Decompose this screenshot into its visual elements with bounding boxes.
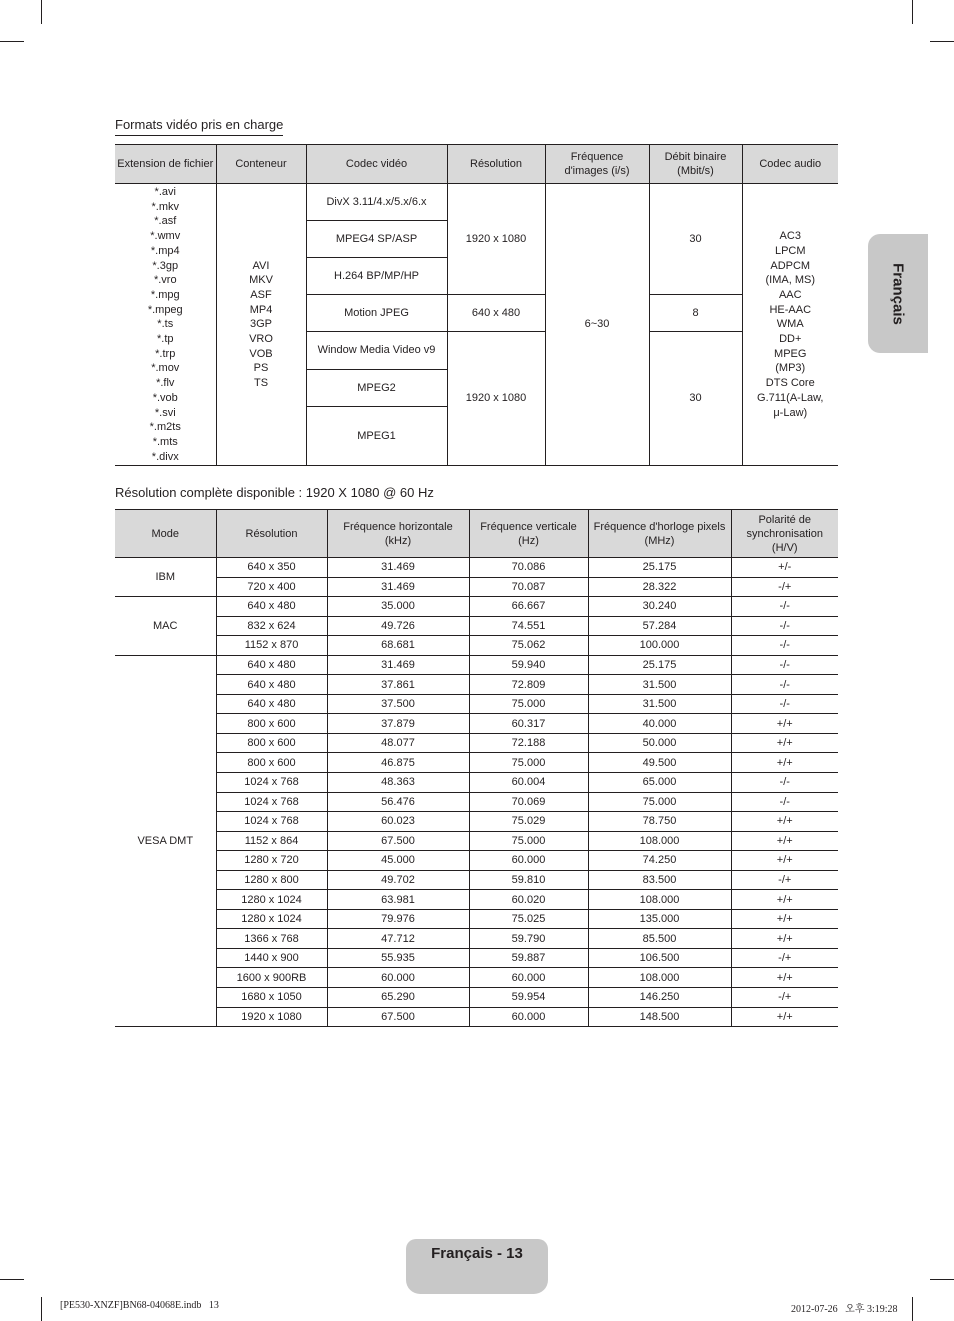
resolution-cell: 1024 x 768: [216, 792, 327, 812]
pixel-clock-cell: 31.500: [588, 694, 731, 714]
video-codec-cell: MPEG2: [306, 370, 447, 407]
table-header-row: [115, 145, 838, 184]
column-header: Résolution: [447, 145, 545, 184]
pixel-clock-cell: 74.250: [588, 851, 731, 871]
table-row: [115, 636, 838, 656]
horizontal-frequency-cell: 37.861: [327, 675, 469, 695]
crop-mark: [930, 41, 954, 42]
pixel-clock-cell: 135.000: [588, 909, 731, 929]
file-extensions-cell: *.avi *.mkv *.asf *.wmv *.mp4 *.3gp *.vro *.mpg *.mpeg *.ts *.tp *.trp *.mov *.flv *.vob *.svi *.m2ts *.mts *.divx: [115, 184, 216, 466]
resolution-cell: 640 x 350: [216, 558, 327, 578]
vertical-frequency-cell: 75.000: [469, 753, 588, 773]
table-row: [115, 1007, 838, 1027]
print-footer-date: 2012-07-26 오후 3:19:28: [791, 1304, 898, 1315]
column-header: Extension de fichier: [115, 145, 216, 184]
horizontal-frequency-cell: 46.875: [327, 753, 469, 773]
pixel-clock-cell: 25.175: [588, 558, 731, 578]
sync-polarity-cell: -/-: [731, 597, 838, 617]
vertical-frequency-cell: 59.790: [469, 929, 588, 949]
containers-cell: AVI MKV ASF MP4 3GP VRO VOB PS TS: [216, 184, 306, 466]
resolution-cell: 640 x 480: [216, 675, 327, 695]
vertical-frequency-cell: 59.810: [469, 870, 588, 890]
pixel-clock-cell: 108.000: [588, 890, 731, 910]
vertical-frequency-cell: 70.087: [469, 577, 588, 597]
audio-codecs-cell: AC3 LPCM ADPCM (IMA, MS) AAC HE-AAC WMA DD+ MPEG (MP3) DTS Core G.711(A-Law, μ-Law): [742, 184, 838, 466]
sync-polarity-cell: +/+: [731, 753, 838, 773]
table-row: [115, 694, 838, 714]
horizontal-frequency-cell: 47.712: [327, 929, 469, 949]
vertical-frequency-cell: 75.062: [469, 636, 588, 656]
column-header: Polarité de synchronisation (H/V): [731, 510, 838, 558]
print-footer-file: [PE530-XNZF]BN68-04068E.indb 13: [60, 1300, 219, 1311]
language-side-tab: [868, 234, 928, 353]
vertical-frequency-cell: 70.069: [469, 792, 588, 812]
pixel-clock-cell: 25.175: [588, 655, 731, 675]
table-row: [115, 988, 838, 1008]
mode-cell: MAC: [115, 597, 216, 656]
pixel-clock-cell: 100.000: [588, 636, 731, 656]
mode-cell: VESA DMT: [115, 655, 216, 1026]
table-row: [115, 616, 838, 636]
vertical-frequency-cell: 72.188: [469, 733, 588, 753]
horizontal-frequency-cell: 37.500: [327, 694, 469, 714]
sync-polarity-cell: +/+: [731, 890, 838, 910]
resolution-cell: 1440 x 900: [216, 948, 327, 968]
resolution-cell: 720 x 400: [216, 577, 327, 597]
sync-polarity-cell: +/+: [731, 714, 838, 734]
table-row: [115, 968, 838, 988]
table-row: [115, 655, 838, 675]
sync-polarity-cell: -/+: [731, 948, 838, 968]
video-codec-cell: MPEG4 SP/ASP: [306, 221, 447, 258]
column-header: Codec vidéo: [306, 145, 447, 184]
pixel-clock-cell: 148.500: [588, 1007, 731, 1027]
table-row: [115, 948, 838, 968]
vertical-frequency-cell: 60.000: [469, 968, 588, 988]
bitrate-cell: 8: [649, 295, 742, 332]
sync-polarity-cell: -/+: [731, 988, 838, 1008]
column-header: Fréquence horizontale (kHz): [327, 510, 469, 558]
table-row: [115, 184, 838, 221]
resolution-cell: 640 x 480: [447, 295, 545, 332]
column-header: Résolution: [216, 510, 327, 558]
resolution-cell: 1920 x 1080: [447, 184, 545, 295]
resolution-cell: 640 x 480: [216, 694, 327, 714]
vertical-frequency-cell: 75.000: [469, 831, 588, 851]
table-row: [115, 890, 838, 910]
horizontal-frequency-cell: 31.469: [327, 558, 469, 578]
resolution-cell: 832 x 624: [216, 616, 327, 636]
sync-polarity-cell: +/+: [731, 1007, 838, 1027]
crop-mark: [912, 1297, 913, 1321]
vertical-frequency-cell: 72.809: [469, 675, 588, 695]
sync-polarity-cell: +/+: [731, 733, 838, 753]
sync-polarity-cell: -/+: [731, 577, 838, 597]
horizontal-frequency-cell: 49.726: [327, 616, 469, 636]
horizontal-frequency-cell: 31.469: [327, 655, 469, 675]
video-codec-cell: H.264 BP/MP/HP: [306, 258, 447, 295]
sync-polarity-cell: +/+: [731, 929, 838, 949]
table-row: [115, 733, 838, 753]
horizontal-frequency-cell: 37.879: [327, 714, 469, 734]
pixel-clock-cell: 146.250: [588, 988, 731, 1008]
resolution-cell: 1366 x 768: [216, 929, 327, 949]
resolution-cell: 1680 x 1050: [216, 988, 327, 1008]
horizontal-frequency-cell: 55.935: [327, 948, 469, 968]
video-formats-table: [115, 144, 838, 466]
vertical-frequency-cell: 74.551: [469, 616, 588, 636]
resolution-cell: 800 x 600: [216, 714, 327, 734]
horizontal-frequency-cell: 67.500: [327, 1007, 469, 1027]
resolutions-table: [115, 509, 838, 1027]
pixel-clock-cell: 30.240: [588, 597, 731, 617]
table-row: [115, 851, 838, 871]
table-row: [115, 558, 838, 578]
horizontal-frequency-cell: 65.290: [327, 988, 469, 1008]
pixel-clock-cell: 28.322: [588, 577, 731, 597]
crop-mark: [41, 1297, 42, 1321]
table-header-row: [115, 510, 838, 558]
page-number-label: Français - 13: [431, 1245, 523, 1262]
pixel-clock-cell: 106.500: [588, 948, 731, 968]
language-side-tab-label: Français: [889, 262, 907, 325]
sync-polarity-cell: +/+: [731, 812, 838, 832]
table-row: [115, 831, 838, 851]
video-codec-cell: Window Media Video v9: [306, 332, 447, 370]
crop-mark: [0, 1279, 24, 1280]
vertical-frequency-cell: 75.000: [469, 694, 588, 714]
pixel-clock-cell: 75.000: [588, 792, 731, 812]
horizontal-frequency-cell: 60.023: [327, 812, 469, 832]
sync-polarity-cell: -/-: [731, 636, 838, 656]
column-header: Débit binaire (Mbit/s): [649, 145, 742, 184]
pixel-clock-cell: 78.750: [588, 812, 731, 832]
pixel-clock-cell: 83.500: [588, 870, 731, 890]
horizontal-frequency-cell: 45.000: [327, 851, 469, 871]
crop-mark: [912, 0, 913, 24]
pixel-clock-cell: 31.500: [588, 675, 731, 695]
pixel-clock-cell: 40.000: [588, 714, 731, 734]
vertical-frequency-cell: 59.940: [469, 655, 588, 675]
horizontal-frequency-cell: 56.476: [327, 792, 469, 812]
video-codec-cell: MPEG1: [306, 407, 447, 466]
table-row: [115, 577, 838, 597]
resolution-cell: 1280 x 720: [216, 851, 327, 871]
vertical-frequency-cell: 60.000: [469, 1007, 588, 1027]
pixel-clock-cell: 108.000: [588, 968, 731, 988]
resolution-cell: 1152 x 864: [216, 831, 327, 851]
resolution-cell: 800 x 600: [216, 733, 327, 753]
pixel-clock-cell: 49.500: [588, 753, 731, 773]
resolutions-title: Résolution complète disponible : 1920 X 1080 @ 60 Hz: [115, 485, 434, 500]
table-row: [115, 929, 838, 949]
resolution-cell: 1920 x 1080: [216, 1007, 327, 1027]
resolutions-table-body: [115, 558, 838, 1027]
sync-polarity-cell: +/-: [731, 558, 838, 578]
table-row: [115, 753, 838, 773]
crop-mark: [0, 41, 24, 42]
resolution-cell: 1280 x 1024: [216, 909, 327, 929]
table-row: [115, 773, 838, 793]
vertical-frequency-cell: 60.317: [469, 714, 588, 734]
horizontal-frequency-cell: 63.981: [327, 890, 469, 910]
sync-polarity-cell: +/+: [731, 851, 838, 871]
sync-polarity-cell: -/-: [731, 675, 838, 695]
sync-polarity-cell: -/-: [731, 773, 838, 793]
pixel-clock-cell: 65.000: [588, 773, 731, 793]
video-codec-cell: Motion JPEG: [306, 295, 447, 332]
resolution-cell: 1280 x 1024: [216, 890, 327, 910]
column-header: Codec audio: [742, 145, 838, 184]
pixel-clock-cell: 57.284: [588, 616, 731, 636]
vertical-frequency-cell: 60.020: [469, 890, 588, 910]
horizontal-frequency-cell: 68.681: [327, 636, 469, 656]
sync-polarity-cell: -/+: [731, 870, 838, 890]
mode-cell: IBM: [115, 558, 216, 597]
sync-polarity-cell: -/-: [731, 694, 838, 714]
resolution-cell: 800 x 600: [216, 753, 327, 773]
column-header: Fréquence d'images (i/s): [545, 145, 649, 184]
pixel-clock-cell: 85.500: [588, 929, 731, 949]
horizontal-frequency-cell: 49.702: [327, 870, 469, 890]
vertical-frequency-cell: 60.000: [469, 851, 588, 871]
column-header: Conteneur: [216, 145, 306, 184]
horizontal-frequency-cell: 48.363: [327, 773, 469, 793]
pixel-clock-cell: 50.000: [588, 733, 731, 753]
table-row: [115, 870, 838, 890]
video-codec-cell: DivX 3.11/4.x/5.x/6.x: [306, 184, 447, 221]
table-row: [115, 714, 838, 734]
resolution-cell: 1600 x 900RB: [216, 968, 327, 988]
vertical-frequency-cell: 75.029: [469, 812, 588, 832]
video-formats-title: Formats vidéo pris en charge: [115, 117, 283, 136]
frame-rate-cell: 6~30: [545, 184, 649, 466]
horizontal-frequency-cell: 79.976: [327, 909, 469, 929]
sync-polarity-cell: +/+: [731, 968, 838, 988]
sync-polarity-cell: -/-: [731, 792, 838, 812]
horizontal-frequency-cell: 60.000: [327, 968, 469, 988]
horizontal-frequency-cell: 67.500: [327, 831, 469, 851]
crop-mark: [930, 1279, 954, 1280]
table-row: [115, 675, 838, 695]
bitrate-cell: 30: [649, 332, 742, 466]
vertical-frequency-cell: 59.954: [469, 988, 588, 1008]
bitrate-cell: 30: [649, 184, 742, 295]
horizontal-frequency-cell: 31.469: [327, 577, 469, 597]
resolution-cell: 1024 x 768: [216, 812, 327, 832]
vertical-frequency-cell: 75.025: [469, 909, 588, 929]
column-header: Fréquence verticale (Hz): [469, 510, 588, 558]
resolution-cell: 1280 x 800: [216, 870, 327, 890]
sync-polarity-cell: +/+: [731, 831, 838, 851]
pixel-clock-cell: 108.000: [588, 831, 731, 851]
resolution-cell: 1920 x 1080: [447, 332, 545, 466]
vertical-frequency-cell: 66.667: [469, 597, 588, 617]
table-row: [115, 812, 838, 832]
sync-polarity-cell: +/+: [731, 909, 838, 929]
resolution-cell: 640 x 480: [216, 597, 327, 617]
column-header: Fréquence d'horloge pixels (MHz): [588, 510, 731, 558]
table-row: [115, 792, 838, 812]
sync-polarity-cell: -/-: [731, 616, 838, 636]
vertical-frequency-cell: 59.887: [469, 948, 588, 968]
column-header: Mode: [115, 510, 216, 558]
resolution-cell: 640 x 480: [216, 655, 327, 675]
table-row: [115, 909, 838, 929]
table-row: [115, 597, 838, 617]
page-number-tab: [406, 1239, 548, 1294]
horizontal-frequency-cell: 48.077: [327, 733, 469, 753]
resolution-cell: 1152 x 870: [216, 636, 327, 656]
sync-polarity-cell: -/-: [731, 655, 838, 675]
horizontal-frequency-cell: 35.000: [327, 597, 469, 617]
resolution-cell: 1024 x 768: [216, 773, 327, 793]
crop-mark: [41, 0, 42, 24]
vertical-frequency-cell: 60.004: [469, 773, 588, 793]
vertical-frequency-cell: 70.086: [469, 558, 588, 578]
